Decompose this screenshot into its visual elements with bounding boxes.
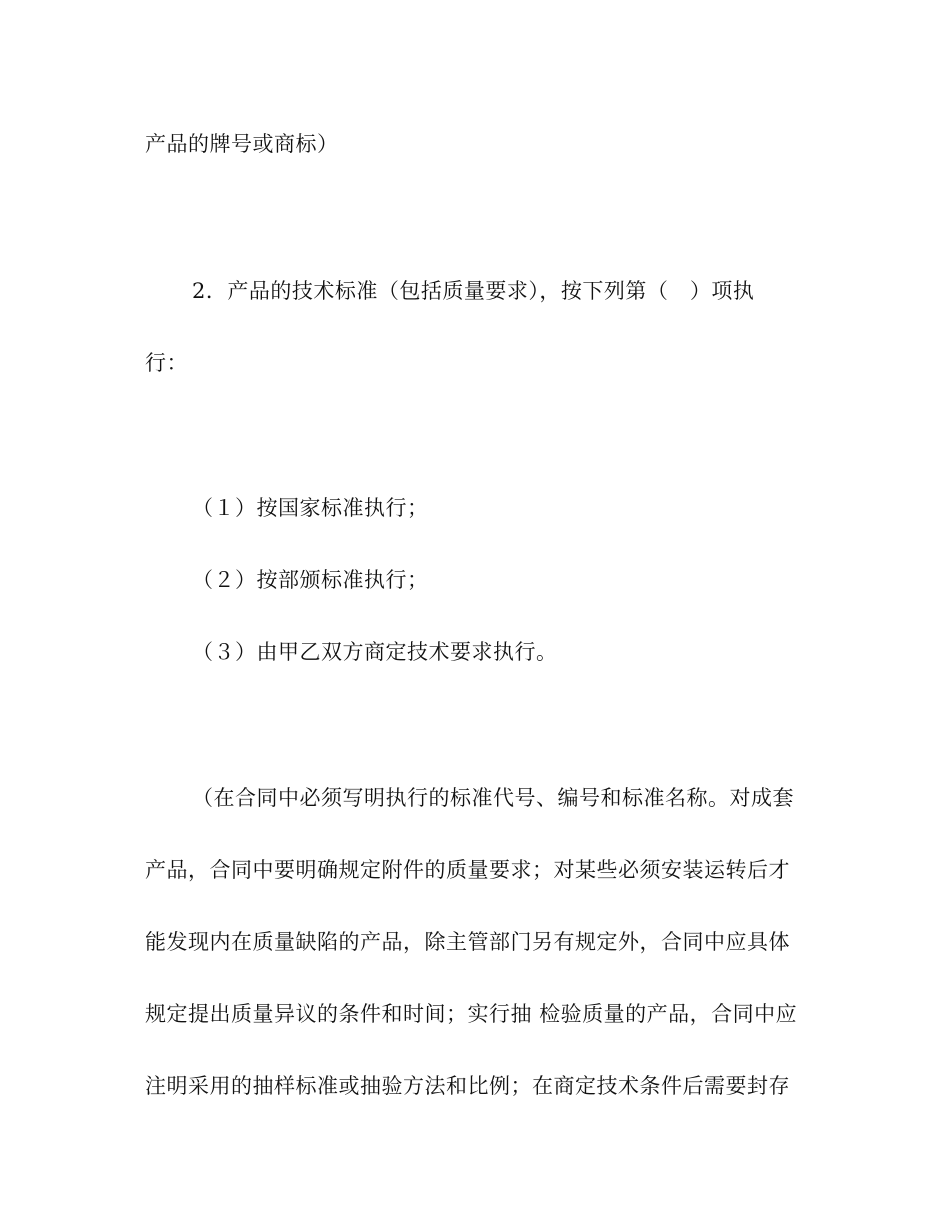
text-line-option-2: （２）按部颁标准执行； <box>192 568 429 592</box>
text-line-note-3: 能发现内在质量缺陷的产品，除主管部门另有规定外，合同中应具体 <box>145 930 790 954</box>
text-line-note-5: 注明采用的抽样标准或抽验方法和比例；在商定技术条件后需要封存 <box>145 1074 790 1098</box>
text-line-item-2-cont: 行： <box>145 351 188 375</box>
text-line-option-1: （１）按国家标准执行； <box>192 496 429 520</box>
text-line-brand: 产品的牌号或商标） <box>145 132 339 156</box>
text-line-note-4: 规定提出质量异议的条件和时间；实行抽 检验质量的产品，合同中应 <box>145 1002 798 1026</box>
text-line-item-2: 2．产品的技术标准（包括质量要求），按下列第（ ）项执 <box>192 279 755 303</box>
text-line-note-1: （在合同中必须写明执行的标准代号、编号和标准名称。对成套 <box>192 786 794 810</box>
text-line-option-3: （３）由甲乙双方商定技术要求执行。 <box>192 640 558 664</box>
text-line-note-2: 产品，合同中要明确规定附件的质量要求；对某些必须安装运转后才 <box>145 858 790 882</box>
